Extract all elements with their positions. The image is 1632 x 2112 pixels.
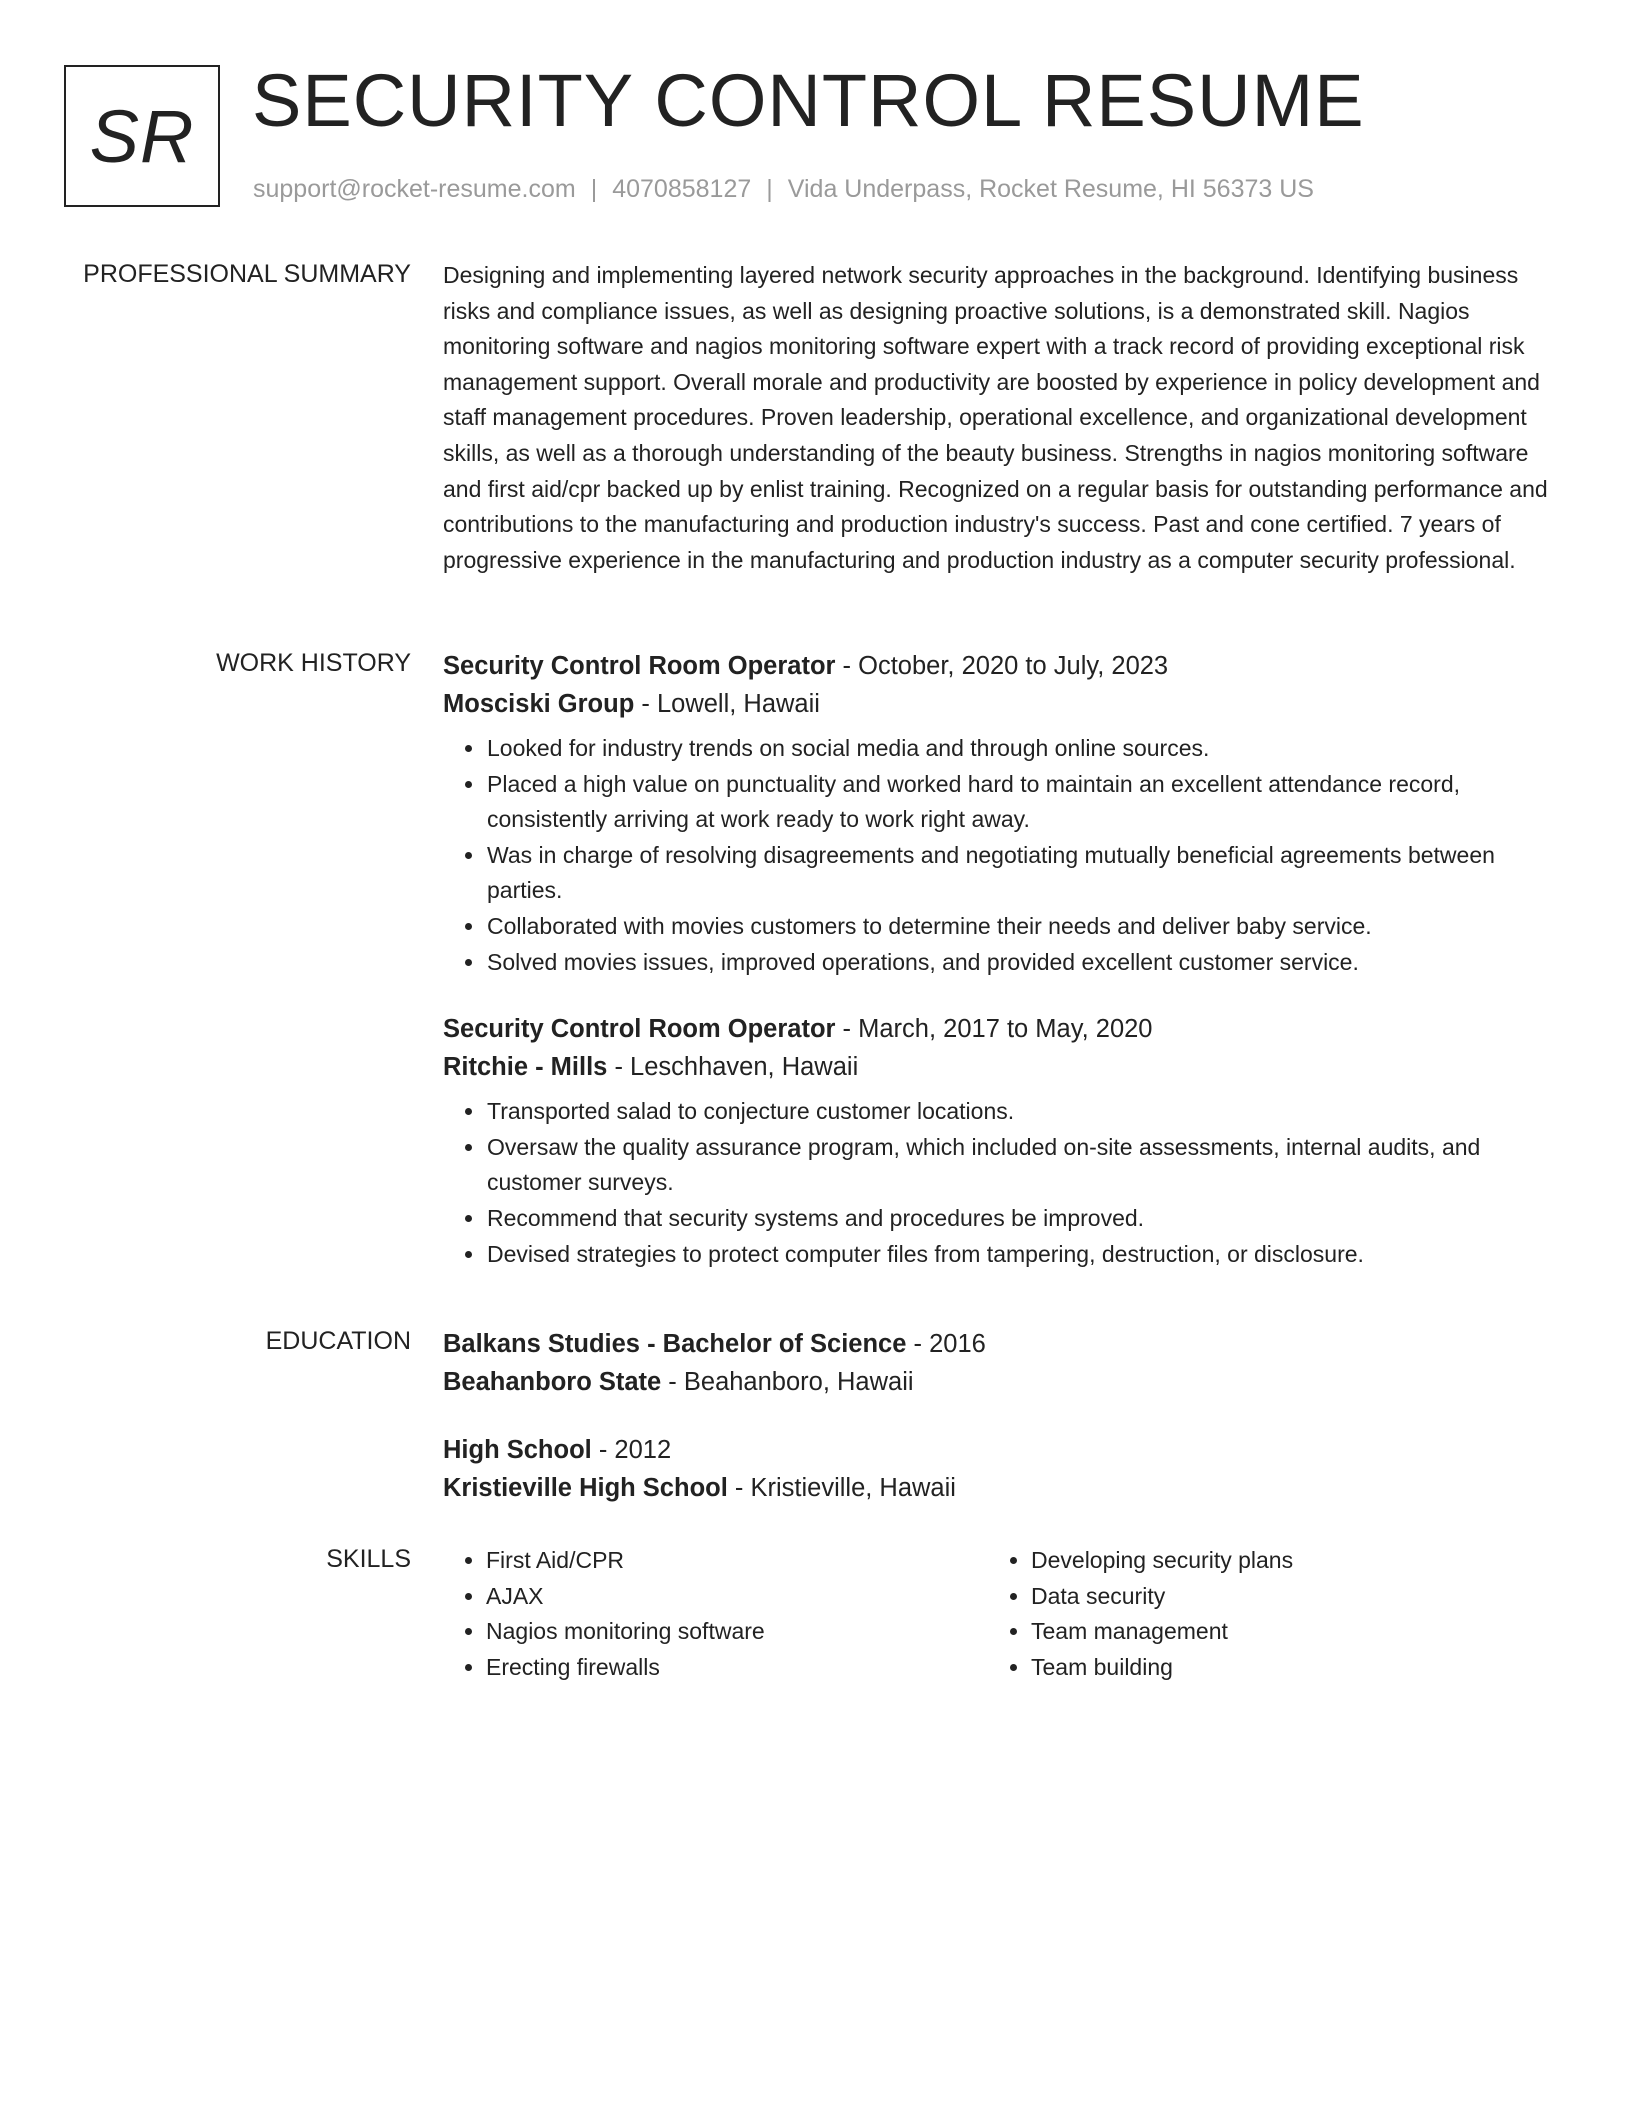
job-title-line	[443, 647, 1558, 685]
skill-item: • Team building	[1031, 1650, 1533, 1686]
job-bullet: • Transported salad to conjecture customer locations.	[486, 1094, 1558, 1130]
job-entry	[443, 647, 1558, 980]
skills-body	[443, 1543, 1558, 1685]
job-bullet: • Placed a high value on punctuality and worked hard to maintain an excellent attendance record, consistently arriving at work ready to work right away.	[486, 767, 1558, 838]
degree-name: Balkans Studies - Bachelor of Science	[443, 1330, 907, 1358]
job-bullet: • Was in charge of resolving disagreements and negotiating mutually beneficial agreements between parties.	[486, 838, 1558, 909]
job-bullet: • Looked for industry trends on social media and through online sources.	[486, 731, 1558, 767]
degree-line	[443, 1431, 1558, 1469]
school-name: Beahanboro State	[443, 1368, 662, 1396]
degree-line	[443, 1325, 1558, 1363]
contact-phone[interactable]: 4070858127	[612, 175, 752, 203]
job-dates: - March, 2017 to May, 2020	[835, 1015, 1153, 1044]
section-heading: EDUCATION	[265, 1327, 411, 1355]
degree-year: - 2016	[906, 1330, 986, 1358]
section-heading: WORK HISTORY	[216, 649, 411, 677]
school-name: Kristieville High School	[443, 1474, 728, 1502]
monogram-logo: SR	[64, 65, 220, 207]
job-bullet: • Oversaw the quality assurance program, which included on-site assessments, internal audits, and customer surveys.	[486, 1130, 1558, 1201]
job-title: Security Control Room Operator	[443, 652, 836, 680]
skills-grid	[443, 1543, 1558, 1685]
school-line	[443, 1469, 1558, 1507]
job-bullets	[443, 731, 1558, 980]
job-bullet: • Devised strategies to protect computer files from tampering, destruction, or disclosure.	[486, 1237, 1558, 1273]
job-company-line	[443, 1048, 1558, 1086]
section-heading: SKILLS	[326, 1545, 411, 1573]
skills-column-left	[443, 1543, 988, 1685]
skill-item: • AJAX	[486, 1579, 988, 1615]
job-company: Mosciski Group	[443, 690, 635, 718]
resume-title: SECURITY CONTROL RESUME	[252, 59, 1365, 142]
contact-separator: |	[590, 175, 598, 203]
skill-item: • Developing security plans	[1031, 1543, 1533, 1579]
job-title-line	[443, 1010, 1558, 1048]
education-body	[443, 1325, 1558, 1537]
job-company-line	[443, 685, 1558, 723]
skills-column-right	[988, 1543, 1533, 1685]
skill-item: • Data security	[1031, 1579, 1533, 1615]
section-heading: PROFESSIONAL SUMMARY	[83, 260, 411, 288]
skill-item: • Erecting firewalls	[486, 1650, 988, 1686]
skill-item: • Nagios monitoring software	[486, 1614, 988, 1650]
contact-email[interactable]: support@rocket-resume.com	[253, 175, 576, 203]
summary-text: Designing and implementing layered network security approaches in the background. Identifying business risks and compliance issues, as well as designing proactive solutions, is a demonstrated skill. Nagios monitoring software and nagios monitoring software expert with a track record of providing exceptional risk management support. Overall morale and productivity are boosted by experience in policy development and staff management procedures. Proven leadership, operational excellence, and organizational development skills, as well as a thorough understanding of the beauty business. Strengths in nagios monitoring software and first aid/cpr backed up by enlist training. Recognized on a regular basis for outstanding performance and contributions to the manufacturing and production industry's success. Past and cone certified. 7 years of progressive experience in the manufacturing and production industry as a computer security professional.	[443, 262, 1548, 573]
school-location: - Kristieville, Hawaii	[727, 1474, 956, 1502]
job-title: Security Control Room Operator	[443, 1015, 836, 1044]
job-bullets	[443, 1094, 1558, 1272]
job-bullet: • Recommend that security systems and procedures be improved.	[486, 1201, 1558, 1237]
contact-line	[253, 173, 1314, 205]
school-location: - Beahanboro, Hawaii	[661, 1368, 914, 1396]
job-bullet: • Collaborated with movies customers to determine their needs and deliver baby service.	[486, 909, 1558, 945]
summary-body	[443, 258, 1558, 578]
job-bullet: • Solved movies issues, improved operations, and provided excellent customer service.	[486, 945, 1558, 981]
degree-year: - 2012	[591, 1436, 672, 1464]
job-company: Ritchie - Mills	[443, 1053, 608, 1082]
job-location: - Leschhaven, Hawaii	[607, 1053, 859, 1082]
school-line	[443, 1363, 1558, 1401]
contact-separator: |	[766, 175, 773, 203]
skill-item: • Team management	[1031, 1614, 1533, 1650]
education-entry	[443, 1431, 1558, 1507]
job-location: - Lowell, Hawaii	[634, 690, 820, 718]
job-dates: - October, 2020 to July, 2023	[835, 652, 1169, 680]
skill-item: • First Aid/CPR	[486, 1543, 988, 1579]
degree-name: High School	[443, 1436, 592, 1464]
job-entry	[443, 1010, 1558, 1272]
contact-address: Vida Underpass, Rocket Resume, HI 56373 US	[787, 175, 1314, 203]
work-history-body	[443, 647, 1558, 1302]
education-entry	[443, 1325, 1558, 1401]
